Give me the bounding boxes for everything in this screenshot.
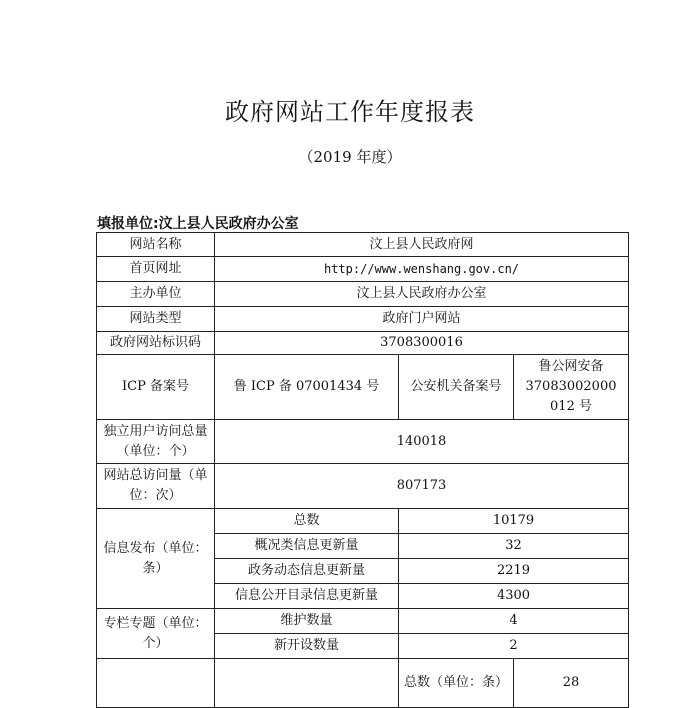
host-label: 主办单位 <box>97 282 215 307</box>
info-item-label: 概况类信息更新量 <box>215 534 399 559</box>
extra-empty-cell <box>97 659 215 708</box>
site-name-label: 网站名称 <box>97 233 215 257</box>
info-publish-label: 信息发布（单位：条） <box>97 509 215 609</box>
extra-total-value: 28 <box>514 659 629 708</box>
columns-item-value: 4 <box>399 609 629 634</box>
site-id-label: 政府网站标识码 <box>97 332 215 355</box>
homepage-value: http://www.wenshang.gov.cn/ <box>215 257 629 282</box>
police-label: 公安机关备案号 <box>399 355 514 420</box>
report-year: （2019 年度） <box>298 148 402 166</box>
columns-row <box>97 609 629 634</box>
columns-item-label: 新开设数量 <box>215 634 399 659</box>
info-item-value: 10179 <box>399 509 629 534</box>
row-homepage <box>97 257 629 282</box>
row-site-name <box>97 233 629 257</box>
columns-item-label: 维护数量 <box>215 609 399 634</box>
site-type-value: 政府门户网站 <box>215 307 629 332</box>
police-value: 鲁公网安备 37083002000 012 号 <box>514 355 629 420</box>
filing-unit: 填报单位:汶上县人民政府办公室 <box>97 216 299 232</box>
site-id-value: 3708300016 <box>215 332 629 355</box>
info-item-label: 信息公开目录信息更新量 <box>215 584 399 609</box>
info-item-label: 总数 <box>215 509 399 534</box>
row-icp <box>97 355 629 420</box>
columns-label: 专栏专题（单位：个） <box>97 609 215 659</box>
report-table <box>96 232 629 708</box>
extra-empty-cell <box>215 659 399 708</box>
info-row <box>97 509 629 534</box>
row-host <box>97 282 629 307</box>
total-visits-label: 网站总访问量（单位：次） <box>97 464 215 509</box>
site-type-label: 网站类型 <box>97 307 215 332</box>
row-extra <box>97 659 629 708</box>
info-item-value: 32 <box>399 534 629 559</box>
info-item-value: 2219 <box>399 559 629 584</box>
unique-visitors-value: 140018 <box>215 420 629 464</box>
extra-total-label: 总数（单位：条） <box>399 659 514 708</box>
row-total-visits <box>97 464 629 509</box>
unique-visitors-label: 独立用户访问总量（单位：个） <box>97 420 215 464</box>
row-unique-visitors <box>97 420 629 464</box>
icp-label: ICP 备案号 <box>97 355 215 420</box>
info-item-label: 政务动态信息更新量 <box>215 559 399 584</box>
host-value: 汶上县人民政府办公室 <box>215 282 629 307</box>
columns-item-value: 2 <box>399 634 629 659</box>
report-title: 政府网站工作年度报表 <box>225 98 475 126</box>
row-site-id <box>97 332 629 355</box>
icp-value: 鲁 ICP 备 07001434 号 <box>215 355 399 420</box>
row-site-type <box>97 307 629 332</box>
total-visits-value: 807173 <box>215 464 629 509</box>
info-item-value: 4300 <box>399 584 629 609</box>
homepage-label: 首页网址 <box>97 257 215 282</box>
site-name-value: 汶上县人民政府网 <box>215 233 629 257</box>
